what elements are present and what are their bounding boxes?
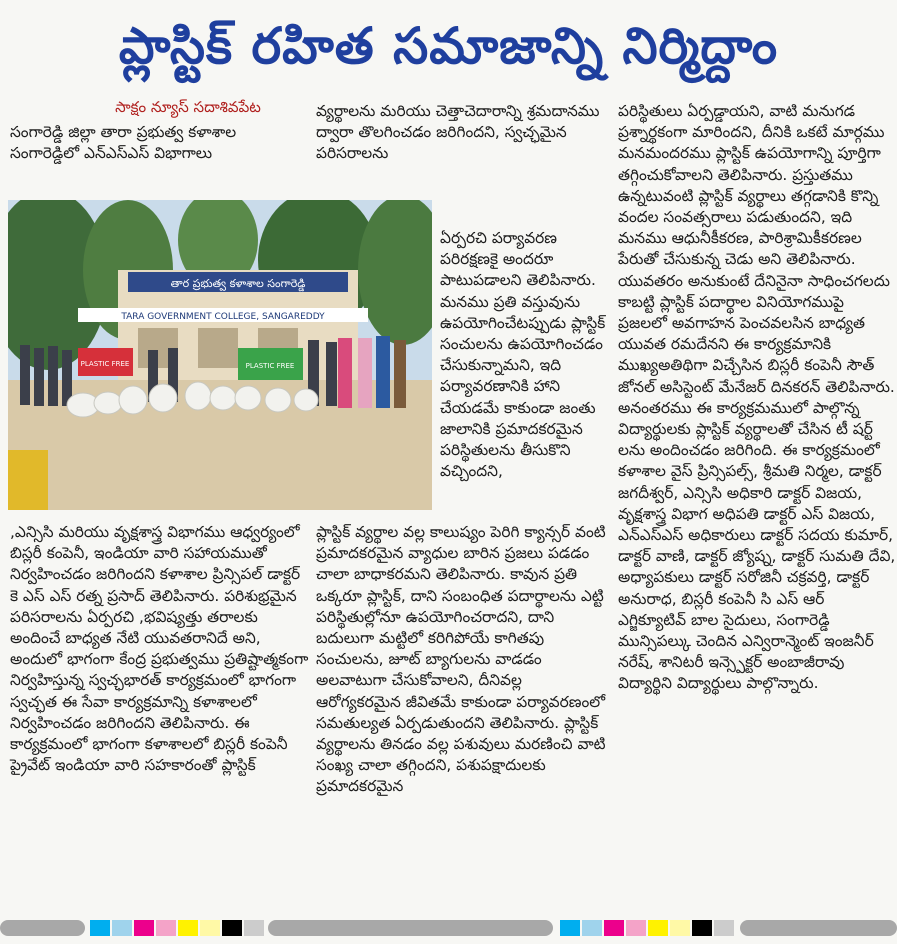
article-column-2-top [316,101,611,165]
article-column-1-bottom [10,522,310,776]
article-text: ,ఎన్సిసి మరియు వృక్షశాస్త్ర విభాగము ఆధ్వర్యంలో బిస్లరీ కంపెనీ, ఇండియా వారి సహాయముతో నిర్వహించడం జరిగిందని కళాశాల ప్రిన్సిపల్ డాక్టర్ కె ఎస్ ఎస్ రత్న ప్రసాద్ తెలిపినారు. పరిశుభ్రమైన పరిసరాలను ఏర్పరచి ,భవిష్యత్తు తరాలకు అందించే బాధ్యత నేటి యువతరానిదే అని, అందులో భాగంగా కేంద్ర ప్రభుత్వము ప్రతిష్టాత్మకంగా నిర్వహిస్తున్న స్వచ్ఛభారత్ కార్యక్రమంలో భాగంగా స్వచ్ఛత ఈ సేవా కార్యక్రమాన్ని కళాశాలలో నిర్వహించడం జరిగిందని తెలిపినారు. ఈ కార్యక్రమంలో భాగంగా కళాశాలలో బిస్లరీ కంపెనీ ప్రైవేట్ ఇండియా వారి సహకారంతో ప్లాస్టిక్ [10,523,309,775]
news-photo [8,200,432,510]
signboard-english-text: TARA GOVERNMENT COLLEGE, SANGAREDDY [121,312,325,322]
banner-right-text: PLASTIC FREE [245,362,295,370]
banner-left-text: PLASTIC FREE [80,360,130,368]
headline: ప్లాస్టిక్ రహిత సమాజాన్ని నిర్మిద్దాం [118,17,779,75]
signboard-telugu-text: తార ప్రభుత్వ కళాశాల సంగారెడ్డి [170,277,306,290]
article-text: వ్యర్థాలను మరియు చెత్తాచెదారాన్ని శ్రమదానము ద్వారా తొలగించడం జరిగిందని, స్వచ్ఛమైన పరిసరాలను [316,102,600,163]
print-registration-strip [0,912,897,944]
article-column-2-bottom [316,522,611,798]
article-text: పరిస్థితులు ఏర్పడ్డాయని, వాటి మనుగడ ప్రశ్నార్థకంగా మారిందని, దీనికి ఒకటే మార్గము మనమందరము ప్లాస్టిక్ ఉపయోగాన్ని పూర్తిగా తగ్గించుకోవాలని తెలిపినారు. ప్రస్తుతము ఉన్నటువంటి ప్లాస్టిక్ వ్యర్థాలు తగ్గడానికి కొన్ని వందల సంవత్సరాలు పడుతుందని, ఇది మనము ఆధునీకీకరణ, పారిశ్రామికీకరణల పేరుతో చేసుకున్న చెడు అని తెలిపినారు. యువతరం అనుకుంటే దేనినైనా సాధించగలదు కాబట్టి ప్లాస్టిక్ పదార్థాల వినియోగముపై ప్రజలలో అవగాహన పెంచవలసిన బాధ్యత యువత రమదేనని ఈ కార్యక్రమానికి ముఖ్యఅతిథిగా విచ్చేసిన బిస్లరీ కంపెనీ సౌత్ జోనల్ అసిస్టెంట్ మేనేజర్ దినకరన్ తెలిపినారు. అనంతరము ఈ కార్యక్రమములో పాల్గొన్న విద్యార్థులకు ప్లాస్టిక్ వ్యర్థాలతో చేసిన టీ షర్ట్ లను అందించడం జరిగింది. ఈ కార్యక్రమంలో కళాశాల వైస్ ప్రిన్సిపల్స్, శ్రీమతి నిర్మల, డాక్టర్ జగదీశ్వర్, ఎన్సిసి అధికారి డాక్టర్ విజయ, వృక్షశాస్త్ర విభాగ అధిపతి డాక్టర్ ఎస్ విజయ, ఎన్ఎస్ఎస్ అధికారులు డాక్టర్ సదయ కుమార్, డాక్టర్ వాణి, డాక్టర్ జ్యోష్న, డాక్టర్ సుమతి దేవి, అధ్యాపకులు డాక్టర్ సరోజినీ చక్రవర్తి, డాక్టర్ అనురాధ, బిస్లరీ కంపెనీ సి ఎస్ ఆర్ ఎగ్జిక్యూటివ్ బాల సైదులు, సంగారెడ్డి మున్సిపల్కు చెందిన ఎన్విరాన్మెంట్ ఇంజనీర్ నరేష్, శానిటరీ ఇన్స్పెక్టర్ అంబాజీరావు విద్యార్థిని విద్యార్థులు పాల్గొన్నారు. [618,102,896,693]
byline: సాక్షం న్యూస్ సదాశివపేట [115,98,261,116]
article-text: ప్లాస్టిక్ వ్యర్థాల వల్ల కాలుష్యం పెరిగి క్యాన్సర్ వంటి ప్రమాదకరమైన వ్యాధుల బారిన ప్రజలు పడడం చాలా బాధాకరమని తెలిపినారు. కావున ప్రతి ఒక్కరూ ప్లాస్టిక్, దాని సంబంధిత పదార్థాలను ఎట్టి పరిస్థితుల్లోనూ ఉపయోగించరాదని, దాని బదులుగా మట్టిలో కరిగిపోయే కాగితపు సంచులను, జూట్ బ్యాగులను వాడడం అలవాటుగా చేసుకోవాలని, దీనివల్ల ఆరోగ్యకరమైన జీవితమే కాకుండా పర్యావరణంలో సమతుల్యత ఏర్పడుతుందని తెలిపినారు. ప్లాస్టిక్ వ్యర్థాలను తినడం వల్ల పశువులు మరణించి వాటి సంఖ్య చాలా తగ్గిందని, పశుపక్షాదులకు ప్రమాదకరమైన [316,523,606,796]
article-text: సంగారెడ్డి జిల్లా తారా ప్రభుత్వ కళాశాల సంగారెడ్డిలో ఎన్ఎస్ఎస్ విభాగాలు [10,123,237,163]
article-column-1-top [10,122,310,164]
article-column-2-side [440,228,610,482]
article-text: ఏర్పరచి పర్యావరణ పరిరక్షణకై అందరూ పాటుపడాలని తెలిపినారు. మనము ప్రతి వస్తువును ఉపయోగించేటప్పుడు ప్లాస్టిక్ సంచులను ఉపయోగించడం చేసుకున్నామని, ఇది పర్యావరణానికి హాని చేయడమే కాకుండా జంతు జాలానికి ప్రమాదకరమైన పరిస్థితులను తీసుకొని వచ్చిందని, [440,229,606,481]
article-column-3 [618,101,896,695]
